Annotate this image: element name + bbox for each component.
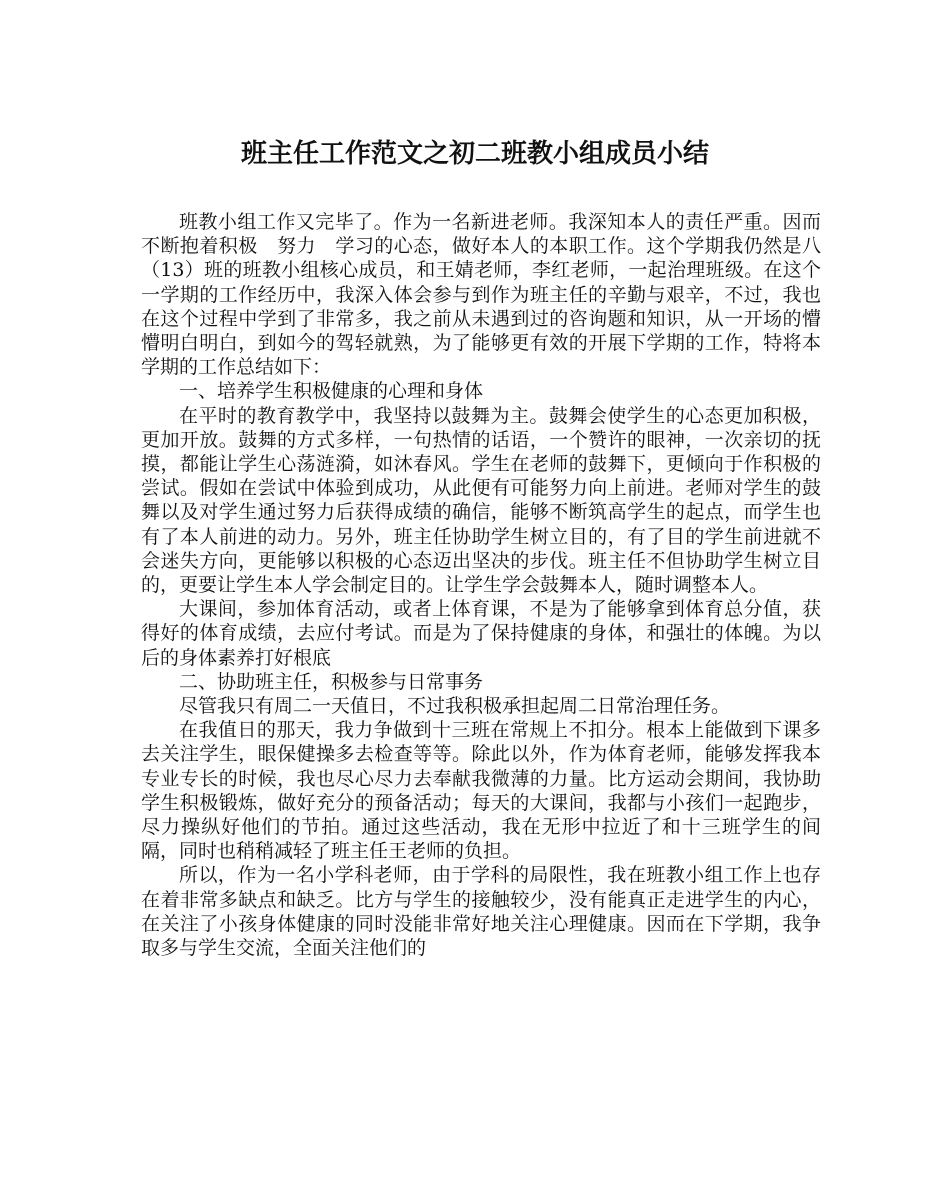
paragraph-encouragement: 在平时的教育教学中，我坚持以鼓舞为主。鼓舞会使学生的心态更加积极，更加开放。鼓舞的方式多样，一句热情的话语，一个赞许的眼神，一次亲切的抚摸，都能让学生心荡涟漪，如沐春风。学生在老师的鼓舞下，更倾向于作积极的尝试。假如在尝试中体验到成功，从此便有可能努力向上前进。老师对学生的鼓舞以及对学生通过努力后获得成绩的确信，能够不断筑高学生的起点，而学生也有了本人前进的动力。另外，班主任协助学生树立目的，有了目的学生前进就不会迷失方向，更能够以积极的心态迈出坚决的步伐。班主任不但协助学生树立目的，更要让学生本人学会制定目的。让学生学会鼓舞本人，随时调整本人。 <box>141 404 821 597</box>
paragraph-activities: 大课间，参加体育活动，或者上体育课，不是为了能够拿到体育总分值，获得好的体育成绩，去应付考试。而是为了保持健康的身体，和强壮的体魄。为以后的身体素养打好根底 <box>141 598 821 669</box>
document-body <box>141 210 821 960</box>
paragraph-duty-day: 尽管我只有周二一天值日，不过我积极承担起周二日常治理任务。 <box>179 695 731 718</box>
section-heading-1: 一、培养学生积极健康的心理和身体 <box>179 380 484 403</box>
paragraph-duty-details: 在我值日的那天，我力争做到十三班在常规上不扣分。根本上能做到下课多去关注学生，眼保健操多去检查等等。除此以外，作为体育老师，能够发挥我本专业专长的时候，我也尽心尽力去奉献我微薄的力量。比方运动会期间，我协助学生积极锻炼，做好充分的预备活动；每天的大课间，我都与小孩们一起跑步，尽力操纵好他们的节拍。通过这些活动，我在无形中拉近了和十三班学生的间隔，同时也稍稍减轻了班主任王老师的负担。 <box>141 719 821 863</box>
document-title: 班主任工作范文之初二班教小组成员小结 <box>240 139 709 169</box>
section-heading-2: 二、协助班主任，积极参与日常事务 <box>179 670 484 693</box>
paragraph-intro: 班教小组工作又完毕了。作为一名新进老师。我深知本人的责任严重。因而不断抱着积极 努力 学习的心态，做好本人的本职工作。这个学期我仍然是八（13）班的班教小组核心成员，和王婧老师，李红老师，一起治理班级。在这个一学期的工作经历中，我深入体会参与到作为班主任的辛勤与艰辛，不过，我也在这个过程中学到了非常多，我之前从未遇到过的咨询题和知识，从一开场的懵懵明白明白，到如今的驾轻就熟，为了能够更有效的开展下学期的工作，特将本学期的工作总结如下： <box>141 211 821 379</box>
paragraph-shortcomings: 所以，作为一名小学科老师，由于学科的局限性，我在班教小组工作上也存在着非常多缺点和缺乏。比方与学生的接触较少，没有能真正走进学生的内心，在关注了小孩身体健康的同时没能非常好地关注心理健康。因而在下学期，我争取多与学生交流，全面关注他们的 <box>141 864 821 960</box>
